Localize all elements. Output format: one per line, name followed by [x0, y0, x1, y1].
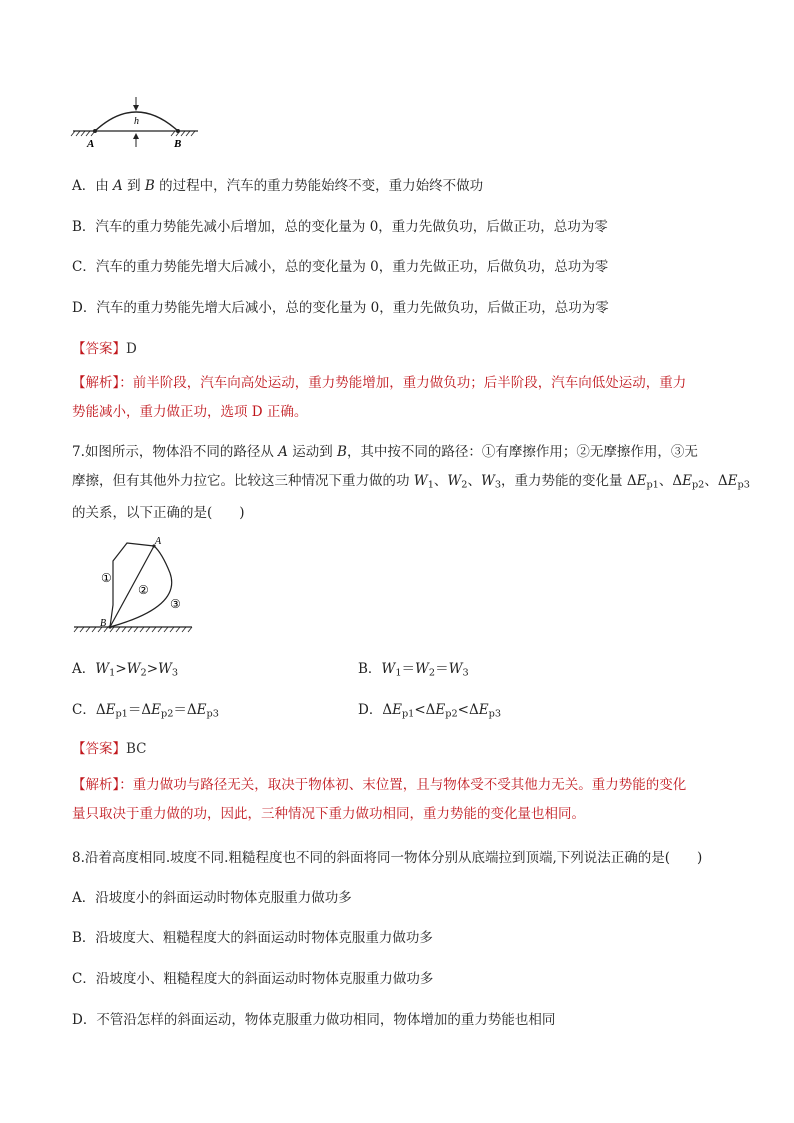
path-1-label: ①: [101, 571, 112, 585]
q7-option-c: C．$\Delta E_{p1}=\Delta E_{p2}=\Delta E_{p3}$: [72, 702, 219, 720]
q8-option-d: D．不管沿怎样的斜面运动，物体克服重力做功相同，物体增加的重力势能也相同: [72, 1012, 556, 1028]
q6-option-c: C．汽车的重力势能先增大后减小，总的变化量为 0，重力先做正功，后做负功，总功为零: [72, 259, 609, 275]
q6-analysis: 【解析】：前半阶段，汽车向高处运动，重力势能增加，重力做负功；后半阶段，汽车向低处运动，重力 势能减小，重力做正功，选项 D 正确。: [72, 375, 687, 420]
paths-figure: [72, 537, 202, 637]
path-3-label: ③: [170, 597, 181, 611]
q7-answer: 【答案】BC: [72, 741, 147, 757]
q6-option-b: B．汽车的重力势能先减小后增加，总的变化量为 0，重力先做负功，后做正功，总功为零: [72, 219, 608, 235]
q8-stem: 8.沿着高度相同.坡度不同.粗糙程度也不同的斜面将同一物体分别从底端拉到顶端,下列说法正确的是( ): [72, 850, 703, 866]
q7-options-ab: [72, 657, 732, 678]
path-2-label: ②: [138, 583, 149, 597]
label-h: h: [134, 116, 139, 127]
q8-option-a: A．沿坡度小的斜面运动时物体克服重力做功多: [72, 890, 352, 906]
q7-analysis: 【解析】：重力做功与路径无关，取决于物体初、末位置，且与物体受不受其他力无关。重力势能的变化 量只取决于重力做的功，因此，三种情况下重力做功相同，重力势能的变化量也相同。: [72, 777, 687, 822]
q8-option-b: B．沿坡度大、粗糙程度大的斜面运动时物体克服重力做功多: [72, 930, 433, 946]
q8-option-c: C．沿坡度小、粗糙程度大的斜面运动时物体克服重力做功多: [72, 971, 434, 987]
q6-option-a: A．由 A 到 B 的过程中，汽车的重力势能始终不变，重力始终不做功: [72, 178, 484, 194]
q7-option-a: A．$W_1>W_2>W_3$: [72, 661, 179, 679]
label-b: B: [100, 618, 107, 629]
label-a: A: [155, 537, 162, 547]
q7-stem: 7.如图所示，物体沿不同的路径从 A 运动到 B，其中按不同的路径：①有摩擦作用；②无摩擦作用，③无 摩擦，但有其他外力拉它。比较这三种情况下重力做的功 $W_1$、$W_2$、$W_3$，重力势能的变化量 $\Delta E_{p1}$、$\Delta E_{p2}$、$\Delta E_{p3}$ 的关系，以下正确的是( ): [72, 444, 750, 522]
label-a: A: [87, 138, 95, 150]
q7-option-d: D．$\Delta E_{p1}<\Delta E_{p2}<\Delta E_{p3}$: [358, 702, 501, 720]
label-b: B: [174, 138, 182, 150]
q7-options-cd: [72, 698, 732, 719]
q6-option-d: D．汽车的重力势能先增大后减小，总的变化量为 0，重力先做负功，后做正功，总功为零: [72, 300, 609, 316]
bridge-figure: [70, 95, 210, 155]
q6-answer: 【答案】D: [72, 341, 137, 357]
q7-option-b: B．$W_1=W_2=W_3$: [358, 661, 469, 679]
